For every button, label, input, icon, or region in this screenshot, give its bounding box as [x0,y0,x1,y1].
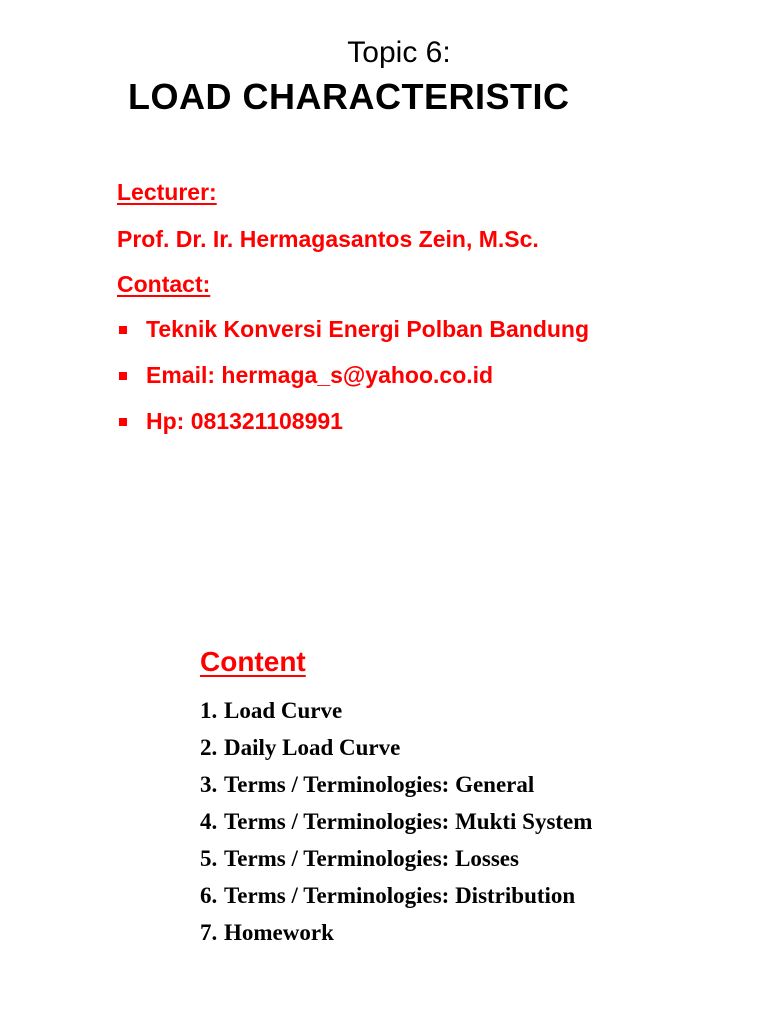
content-heading: Content [200,646,306,677]
contact-item-label: Email: hermaga_s@yahoo.co.id [146,362,494,388]
contact-item-email [117,362,589,408]
list-item [200,772,592,809]
page-title: LOAD CHARACTERISTIC [128,76,570,117]
topic-label: Topic 6: [347,36,451,69]
list-item-label: Terms / Terminologies: Mukti System [224,809,593,834]
contact-list [117,316,589,454]
list-item-number: 6. [200,883,218,908]
list-item [200,809,592,846]
list-item [200,735,592,772]
list-item [200,698,592,735]
content-list [200,698,592,957]
list-item-label: Terms / Terminologies: Losses [224,846,519,871]
contact-item-label: Hp: 081321108991 [146,408,343,434]
list-item-label: Daily Load Curve [224,735,401,760]
lecturer-heading: Lecturer: [117,179,217,205]
list-item-number: 2. [200,735,218,760]
contact-item-label: Teknik Konversi Energi Polban Bandung [146,316,590,342]
list-item [200,920,592,957]
list-item-label: Homework [224,920,334,945]
square-bullet-icon [119,372,127,380]
list-item-number: 3. [200,772,218,797]
list-item-number: 4. [200,809,218,834]
list-item-label: Load Curve [224,698,343,723]
contact-item-phone [117,408,589,454]
contact-heading: Contact: [117,271,211,297]
list-item-label: Terms / Terminologies: Distribution [224,883,576,908]
list-item [200,883,592,920]
list-item-number: 1. [200,698,218,723]
list-item-label: Terms / Terminologies: General [224,772,535,797]
list-item-number: 7. [200,920,218,945]
square-bullet-icon [119,326,127,334]
square-bullet-icon [119,418,127,426]
contact-item-institution [117,316,589,362]
list-item-number: 5. [200,846,218,871]
list-item [200,846,592,883]
lecturer-name: Prof. Dr. Ir. Hermagasantos Zein, M.Sc. [117,226,539,252]
